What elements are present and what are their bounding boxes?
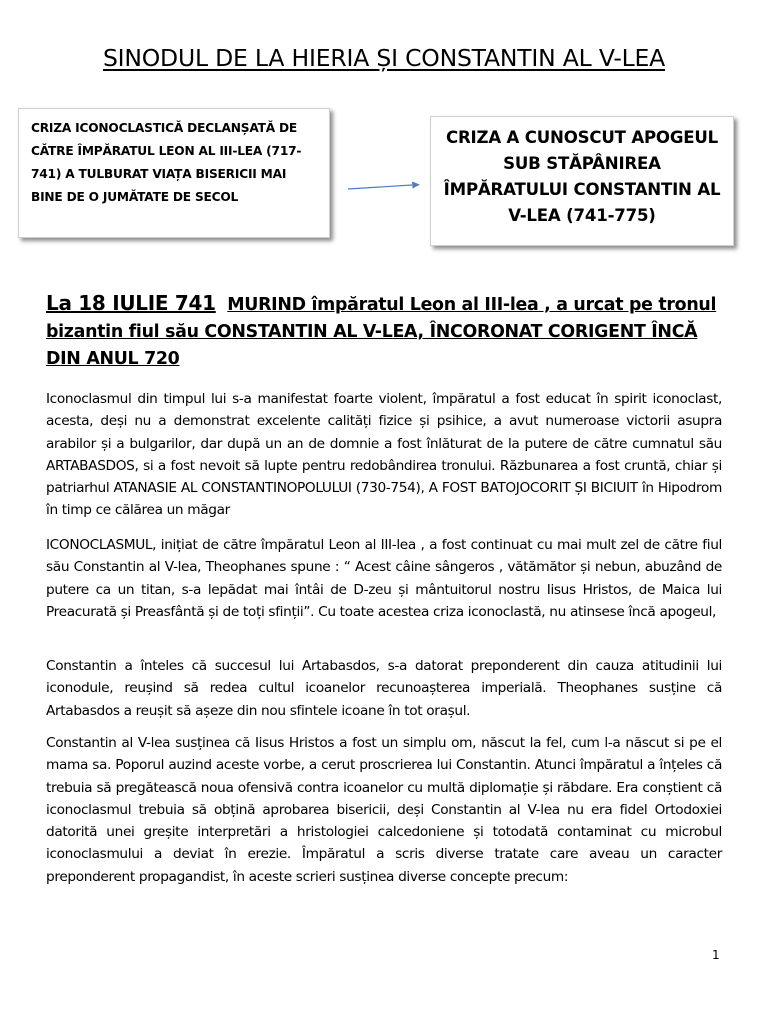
summary-box-right bbox=[430, 116, 734, 246]
summary-box-right-text: CRIZA A CUNOSCUT APOGEUL SUB STĂPÂNIREA ÎMPĂRATULUI CONSTANTIN AL V-LEA (741-775) bbox=[443, 128, 721, 225]
paragraph: Constantin al V-lea susținea că Iisus Hristos a fost un simplu om, născut la fel, cum l-a născut si pe el mama sa. Poporul auzind aceste vorbe, a cerut proscrierea lui Constantin. Atunci împăratul a înțeles că trebuia să pregătească noua ofensivă contra icoanelor cu multă diplomație și răbdare. Era conștient că iconoclasmul trebuia să obțină aprobarea bisericii, deși Constantin al V-lea nu era fidel Ortodoxiei datorită unei greșite interpretări a hristologiei calcedoniene și totodată contaminat cu microbul iconoclasmului a deviat în erezie. Împăratul a scris diverse tratate care aveau un caracter preponderent propagandist, în aceste scrieri susținea diverse concepte precum: bbox=[46, 735, 722, 885]
heading-date: La 18 IULIE 741 bbox=[46, 291, 216, 315]
section-heading bbox=[46, 290, 726, 373]
page-number: 1 bbox=[712, 948, 720, 962]
paragraph: Iconoclasmul din timpul lui s-a manifestat foarte violent, împăratul a fost educat în spirit iconoclast, acesta, deși nu a demonstrat excelente calități fizice și psihice, a avut numeroase victorii asupra arabilor și a bulgarilor, dar după un an de domnie a fost înlăturat de la putere de către cumnatul său ARTABASDOS, si a fost nevoit să lupte pentru redobândirea tronului. Răzbunarea a fost cruntă, chiar și patriarhul ATANASIE AL CONSTANTINOPOLULUI (730-754), A FOST BATOJOCORIT ȘI BICIUIT în Hipodrom în timp ce călărea un măgar bbox=[46, 391, 722, 519]
document-title: SINODUL DE LA HIERIA ȘI CONSTANTIN AL V-LEA bbox=[102, 44, 666, 72]
paragraph: ICONOCLASMUL, inițiat de către împăratul Leon al III-lea , a fost continuat cu mai mult zel de către fiul său Constantin al V-lea, Theophanes spune : “ Acest câine sângeros , vătămător și nebun, abuzând de putere ca un titan, s-a lepădat mai întâi de D-zeu și mântuitorul nostru Iisus Hristos, de Maica lui Preacurată și Preasfântă și de toți sfinții”. Cu toate acestea criza iconoclastă, nu atinsese încă apogeul, bbox=[46, 537, 722, 620]
right-arrow-icon bbox=[346, 178, 422, 194]
summary-box-left-text: CRIZA ICONOCLASTICĂ DECLANȘATĂ DE CĂTRE ÎMPĂRATUL LEON AL III-LEA (717-741) A TULBURAT VIAȚA BISERICII MAI BINE DE O JUMĂTATE DE SECOL bbox=[31, 121, 302, 204]
summary-box-left bbox=[18, 108, 330, 238]
paragraph: Constantin a înteles că succesul lui Artabasdos, s-a datorat preponderent din cauza atitudinii lui iconodule, reușind să redea cultul icoanelor recunoașterea imperială. Theophanes susține că Artabasdos a reușit să așeze din nou sfintele icoane în tot orașul. bbox=[46, 658, 722, 719]
heading-text: MURIND împăratul Leon al III-lea , a urcat pe tronul bizantin fiul său CONSTANTIN AL V-LEA, ÎNCORONAT CORIGENT ÎNCĂ DIN ANUL 720 bbox=[46, 295, 717, 369]
